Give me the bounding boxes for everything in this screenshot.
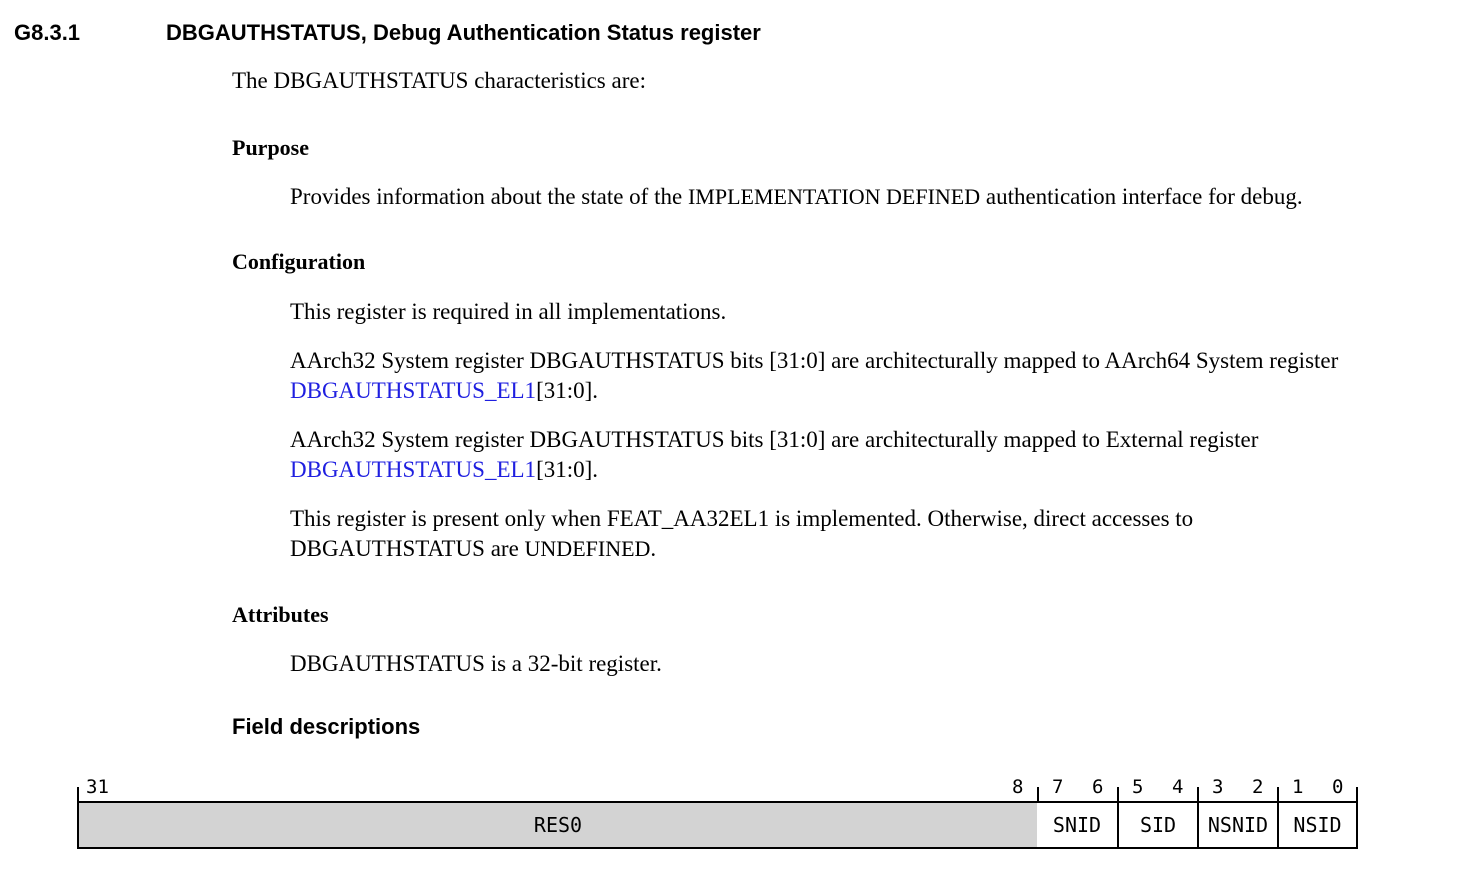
- bit-label-31: 31: [86, 776, 109, 798]
- field-snid: SNID: [1037, 801, 1119, 849]
- bit-tick: [1277, 787, 1279, 801]
- section-number: G8.3.1: [14, 20, 81, 45]
- configuration-p4-prefix: DBGAUTHSTATUS are: [290, 536, 525, 561]
- bit-tick: [77, 787, 79, 801]
- bit-tick: [1037, 787, 1039, 801]
- bit-tick: [1356, 787, 1358, 801]
- purpose-text-after: authentication interface for debug.: [980, 184, 1303, 209]
- bit-label-1: 1: [1292, 776, 1304, 798]
- configuration-p4-suffix: .: [650, 536, 657, 561]
- bit-label-7: 7: [1052, 776, 1064, 798]
- configuration-heading: Configuration: [232, 249, 366, 274]
- field-nsnid: NSNID: [1197, 801, 1279, 849]
- bit-tick: [1117, 787, 1119, 801]
- field-descriptions-heading: Field descriptions: [232, 714, 421, 739]
- configuration-p4-line1: This register is present only when FEAT_AA32EL1 is implemented. Otherwise, direct accesses to: [290, 506, 1194, 531]
- configuration-p3-suffix: [31:0].: [536, 457, 599, 482]
- page-title: DBGAUTHSTATUS, Debug Authentication Status register: [166, 20, 761, 45]
- bit-label-3: 3: [1212, 776, 1224, 798]
- configuration-p4: [290, 504, 1193, 564]
- configuration-p2-line1: AArch32 System register DBGAUTHSTATUS bits [31:0] are architecturally mapped to AArch64 System register: [290, 348, 1339, 373]
- bit-label-4: 4: [1172, 776, 1184, 798]
- purpose-text: [290, 182, 1303, 212]
- dbgauthstatus-el1-external-link[interactable]: DBGAUTHSTATUS_EL1: [290, 457, 537, 482]
- bit-label-8: 8: [1012, 776, 1024, 798]
- bit-label-5: 5: [1132, 776, 1144, 798]
- field-res0: RES0: [77, 801, 1039, 849]
- attributes-heading: Attributes: [232, 602, 329, 627]
- purpose-heading: Purpose: [232, 135, 309, 160]
- purpose-text-before: Provides information about the state of the: [290, 184, 688, 209]
- configuration-p3: [290, 425, 1258, 485]
- bit-label-2: 2: [1252, 776, 1264, 798]
- field-sid: SID: [1117, 801, 1199, 849]
- configuration-p2-suffix: [31:0].: [536, 378, 599, 403]
- configuration-p1: This register is required in all implementations.: [290, 299, 727, 324]
- field-nsid: NSID: [1277, 801, 1358, 849]
- bit-label-6: 6: [1092, 776, 1104, 798]
- configuration-p2: [290, 346, 1338, 406]
- bit-tick: [1197, 787, 1199, 801]
- bit-label-0: 0: [1332, 776, 1344, 798]
- dbgauthstatus-el1-link[interactable]: DBGAUTHSTATUS_EL1: [290, 378, 537, 403]
- configuration-p3-line1: AArch32 System register DBGAUTHSTATUS bits [31:0] are architecturally mapped to External register: [290, 427, 1259, 452]
- intro-text: The DBGAUTHSTATUS characteristics are:: [232, 68, 646, 93]
- undefined-term: UNDEFINED: [524, 536, 651, 561]
- implementation-defined-term: IMPLEMENTATION DEFINED: [687, 184, 981, 209]
- attributes-text: DBGAUTHSTATUS is a 32-bit register.: [290, 651, 662, 676]
